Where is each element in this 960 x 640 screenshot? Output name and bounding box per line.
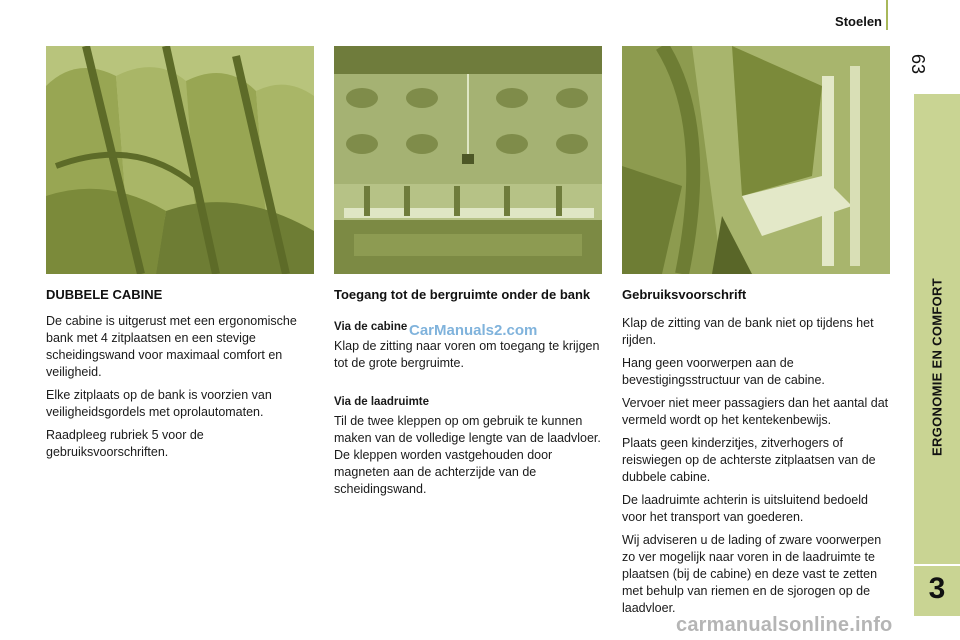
cabin-bench-seats-icon: [46, 46, 314, 274]
paragraph: Wij adviseren u de lading of zware voorwerpen zo ver mogelijk naar voren in de laadruimte te plaatsen (bij de cabine) en deze vast te zetten met behulp van riemen en de sjorogen op de laadvloer.: [622, 533, 882, 615]
page-number: 63: [908, 53, 928, 75]
paragraph: Vervoer niet meer passagiers dan het aantal dat vermeld wordt op het kentekenbewijs.: [622, 396, 889, 427]
cargo-floor-flaps-icon: [334, 46, 602, 274]
section-heading: Toegang tot de bergruimte onder de bank: [334, 287, 591, 302]
paragraph: De cabine is uitgerust met een ergonomische bank met 4 zitplaatsen en een stevige scheidingswand voor maximaal comfort en veiligheid.: [46, 314, 297, 379]
column-toegang-bergruimte: [334, 286, 606, 504]
chapter-side-tab-label-wrap: [914, 94, 960, 564]
watermark-carmanualsonline: carmanualsonline.info: [676, 614, 893, 636]
paragraph: Hang geen voorwerpen aan de bevestigingsstructuur van de cabine.: [622, 356, 825, 387]
chapter-side-tab-label: ERGONOMIE EN COMFORT: [929, 277, 945, 456]
section-heading: Gebruiksvoorschrift: [622, 287, 747, 302]
page-header-title: Stoelen: [835, 14, 882, 29]
subheading: Via de laadruimte: [334, 396, 430, 408]
cargo-floor-flaps-illustration: [334, 46, 602, 274]
paragraph: Elke zitplaats op de bank is voorzien van veiligheidsgordels met oprolautomaten.: [46, 388, 272, 419]
cabin-bench-seats-illustration: [46, 46, 314, 274]
chapter-number: 3: [928, 572, 946, 605]
paragraph: Klap de zitting van de bank niet op tijdens het rijden.: [622, 316, 874, 347]
paragraph: Plaats geen kinderzitjes, zitverhogers of reiswiegen op de achterste zitplaatsen van de dubbele cabine.: [622, 436, 876, 484]
subheading: Via de cabine: [334, 321, 408, 333]
header-divider: [886, 0, 888, 30]
paragraph: De laadruimte achterin is uitsluitend bedoeld voor het transport van goederen.: [622, 493, 868, 524]
section-heading: DUBBELE CABINE: [46, 287, 163, 302]
column-dubbele-cabine: [46, 286, 314, 467]
paragraph: Til de twee kleppen op om gebruik te kunnen maken van de volledige lengte van de laadvloer. De kleppen worden vastgehouden door magneten aan de achterzijde van de scheidingswand.: [334, 414, 601, 496]
folded-seat-icon: [622, 46, 890, 274]
watermark-carmanuals2: CarManuals2.com: [409, 322, 538, 339]
folded-seat-illustration: [622, 46, 890, 274]
paragraph: Raadpleeg rubriek 5 voor de gebruiksvoorschriften.: [46, 428, 204, 459]
column-gebruiksvoorschrift: [622, 286, 892, 623]
paragraph: Klap de zitting naar voren om toegang te krijgen tot de grote bergruimte.: [334, 339, 600, 370]
